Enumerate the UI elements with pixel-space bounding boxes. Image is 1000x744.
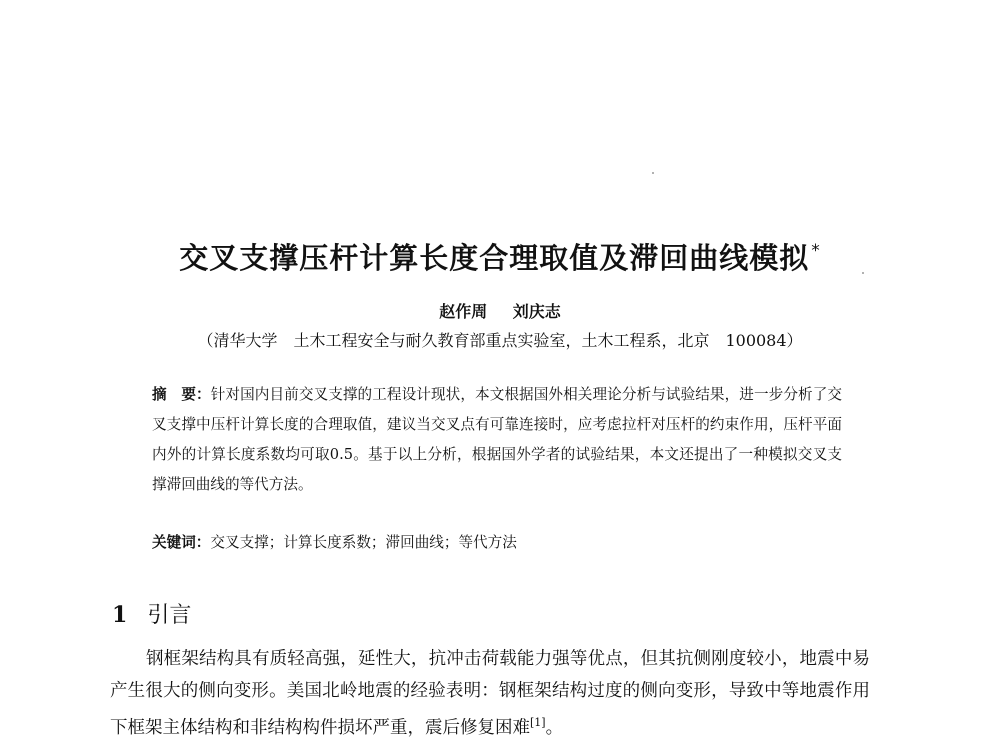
scan-speck bbox=[652, 172, 654, 174]
affiliation: （清华大学 土木工程安全与耐久教育部重点实验室，土木工程系，北京 100084） bbox=[197, 331, 803, 350]
abstract-text: 针对国内目前交叉支撑的工程设计现状，本文根据国外相关理论分析与试验结果，进一步分析了交叉支撑中压杆计算长度的合理取值，建议当交叉点有可靠连接时，应考虑拉杆对压杆的约束作用，压杆平面内外的计算长度系数均可取0.5。基于以上分析，根据国外学者的试验结果，本文还提出了一种模拟交叉支撑滞回曲线的等代方法。 bbox=[152, 386, 842, 493]
title-footnote-mark: * bbox=[811, 241, 821, 261]
paragraph-text: 钢框架结构具有质轻高强，延性大，抗冲击荷载能力强等优点，但其抗侧刚度较小，地震中易产生很大的侧向变形。美国北岭地震的经验表明：钢框架结构过度的侧向变形，导致中等地震作用下框架主体结构和非结构构件损坏严重，震后修复困难 bbox=[110, 649, 870, 738]
section-number: 1 bbox=[112, 602, 128, 628]
citation-ref: [1] bbox=[530, 716, 546, 729]
paragraph-end: 。 bbox=[545, 718, 564, 738]
abstract-label: 摘 要： bbox=[152, 386, 211, 403]
section-paragraph bbox=[110, 643, 870, 744]
abstract bbox=[152, 380, 842, 500]
paper-title bbox=[0, 236, 1000, 277]
keywords-label: 关键词： bbox=[152, 534, 211, 551]
authors: 赵作周 刘庆志 bbox=[439, 302, 561, 321]
section-heading bbox=[112, 598, 191, 629]
title-text: 交叉支撑压杆计算长度合理取值及滞回曲线模拟 bbox=[179, 241, 810, 275]
section-title: 引言 bbox=[147, 603, 192, 628]
keywords-text: 交叉支撑；计算长度系数；滞回曲线；等代方法 bbox=[210, 534, 517, 551]
keywords bbox=[152, 531, 842, 555]
